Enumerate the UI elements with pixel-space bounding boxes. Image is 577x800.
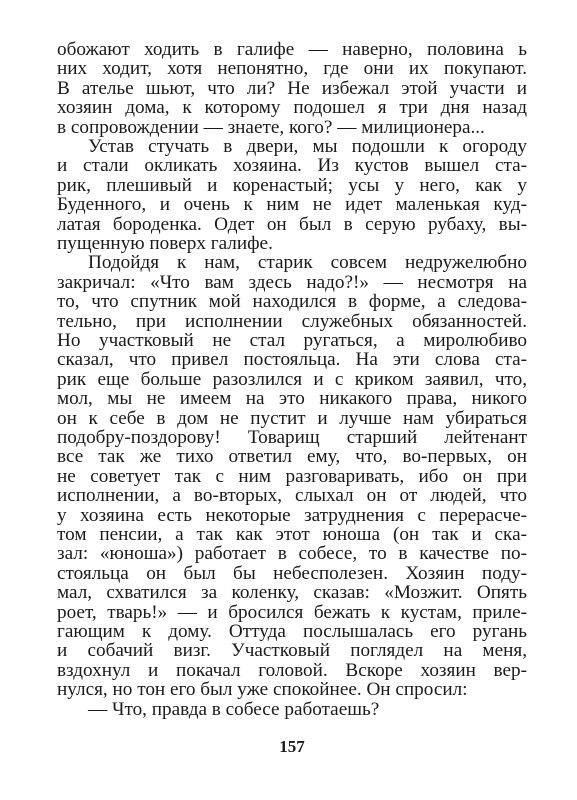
text-line: обожают ходить в галифе — наверно, половина ь xyxy=(57,39,527,60)
dialogue-line: — Что, правда в собесе работаешь? xyxy=(88,698,380,720)
text-line: подобру-поздорову! Товарищ старший лейтенант xyxy=(57,427,527,448)
text-line: у хозяина есть некоторые затруднения с перерасче- xyxy=(57,504,527,526)
text-line: и стали окликать хозяина. Из кустов вышел ста- xyxy=(57,155,527,177)
text-line: исполнении, а во-вторых, слыхал он от людей, что xyxy=(57,485,527,507)
text-line: нулся, но тон его был уже спокойнее. Он спросил: xyxy=(57,679,468,701)
text-line: Но участковый не стал ругаться, а миролюбиво xyxy=(57,330,527,351)
text-line: тельно, при исполнении служебных обязанностей. xyxy=(57,310,527,332)
text-line: рик, плешивый и коренастый; усы у него, как у xyxy=(57,174,527,196)
text-line: мал, схватился за коленку, сказав: «Мозжит. Опять xyxy=(57,582,527,604)
text-line: в сопровождении — знаете, кого? — милиционера... xyxy=(57,116,485,138)
text-line: не советует так с ним разговаривать, ибо он при xyxy=(57,465,527,487)
text-line: пущенную поверх галифе. xyxy=(57,233,273,254)
text-line: гающим к дому. Оттуда послышалась его ругань xyxy=(57,621,527,642)
text-line: то, что спутник мой находился в форме, а следова- xyxy=(57,291,527,313)
text-line: сказал, что привел постояльца. На эти слова ста- xyxy=(57,349,527,371)
text-line: В ателье шьют, что ли? Не избежал этой участи и xyxy=(57,77,527,99)
text-line: роет, тварь!» — и бросился бежать к кустам, приле- xyxy=(57,601,527,623)
text-line: том пенсии, а так как этот юноша (он так и ска- xyxy=(57,524,527,545)
text-line: них ходит, хотя непонятно, где они их покупают. xyxy=(57,58,527,80)
text-line: хозяин дома, к которому подошел я три дня назад xyxy=(57,97,527,119)
text-line: стояльца он был бы небесполезен. Хозяин поду- xyxy=(57,562,527,584)
page-number: 157 xyxy=(279,737,305,756)
text-line: мол, мы не имеем на это никакого права, никого xyxy=(57,388,527,410)
text-line: все так же тихо ответил ему, что, во-первых, он xyxy=(57,446,527,468)
text-line: Буденного, и очень к ним не идет маленькая куд- xyxy=(57,194,527,216)
paragraph-first-line: Подойдя к нам, старик совсем недружелюбно xyxy=(88,252,527,274)
text-line: и собачий визг. Участковый поглядел на меня, xyxy=(57,640,527,662)
text-line: закричал: «Что вам здесь надо?!» — несмотря на xyxy=(57,271,527,293)
text-line: рик еще больше разозлился и с криком заявил, что, xyxy=(57,368,527,390)
text-line: он к себе в дом не пустит и лучше нам убираться xyxy=(57,407,527,429)
text-line: вздохнул и покачал головой. Вскоре хозяин вер- xyxy=(57,659,527,681)
text-line: латая бороденка. Одет он был в серую рубаху, вы- xyxy=(57,213,527,235)
paragraph-first-line: Устав стучать в двери, мы подошли к огороду xyxy=(88,136,527,157)
text-line: зал: «юноша») работает в собесе, то в качестве по- xyxy=(57,543,527,565)
